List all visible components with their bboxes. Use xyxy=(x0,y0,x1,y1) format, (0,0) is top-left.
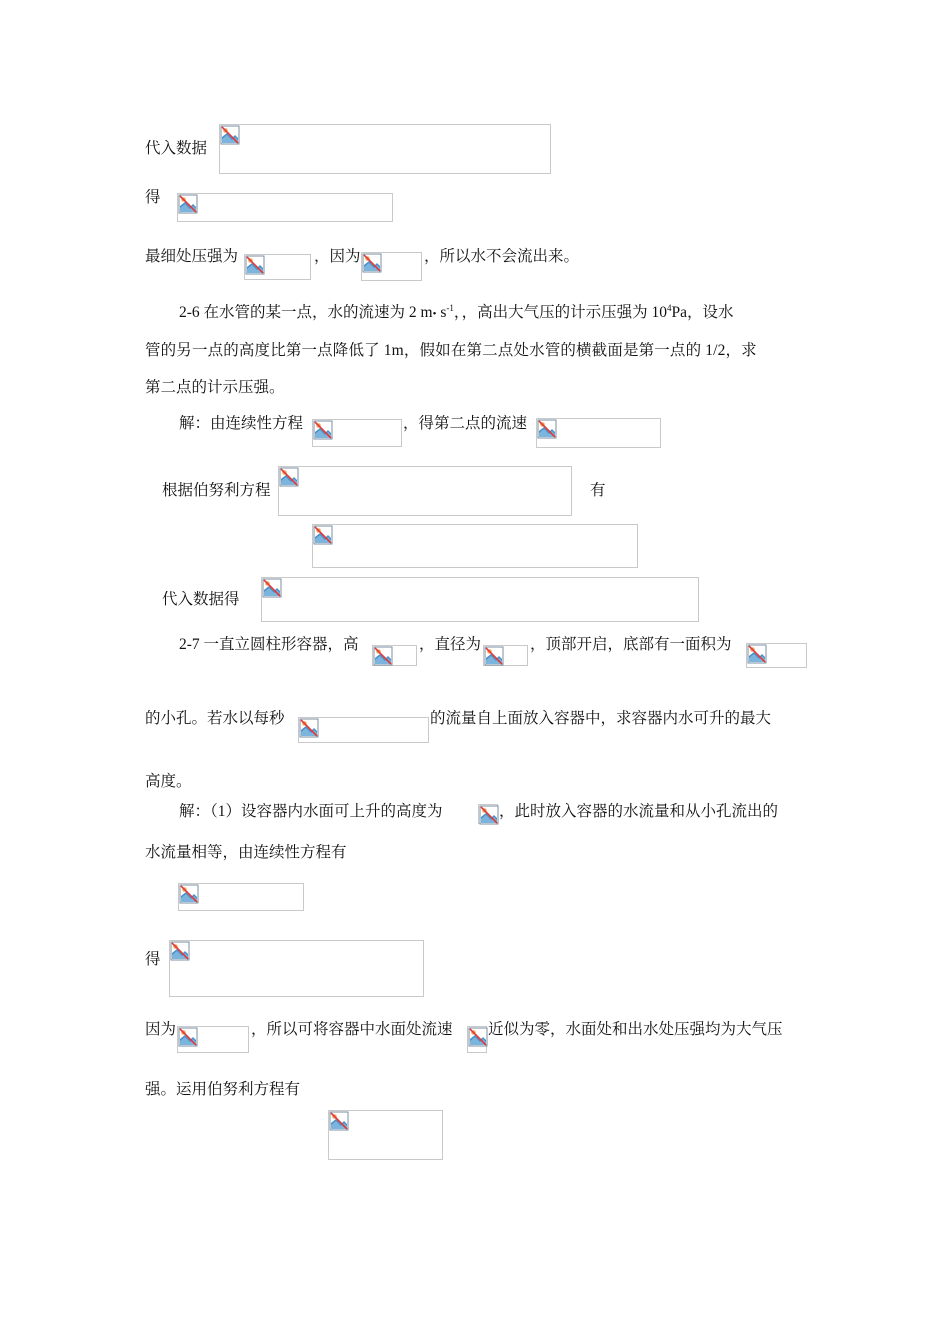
formula-image xyxy=(177,1026,249,1053)
formula-image xyxy=(372,645,417,666)
formula-image xyxy=(244,254,311,280)
text-because-2b: ，所以可将容器中水面处流速 xyxy=(251,1021,453,1038)
formula-image xyxy=(278,466,572,516)
problem-2-6-line-2: 管的另一点的高度比第一点降低了 1m，假如在第二点处水管的横截面是第一点的 1/2，求 xyxy=(145,342,757,359)
text-apply-bernoulli: 强。运用伯努利方程有 xyxy=(145,1081,301,1098)
problem-2-7-line-2a: 的小孔。若水以每秒 xyxy=(145,710,285,727)
formula-image xyxy=(312,524,638,568)
text-de: 得 xyxy=(145,189,161,206)
problem-2-6-line-3: 第二点的计示压强。 xyxy=(145,379,285,396)
text-second-point-velocity: ，得第二点的流速 xyxy=(403,415,528,432)
formula-image xyxy=(178,883,304,911)
text-min-pressure: 最细处压强为 xyxy=(145,248,239,265)
broken-image-icon xyxy=(299,718,319,738)
formula-image xyxy=(361,252,422,281)
text-you: 有 xyxy=(590,482,606,499)
problem-2-6-line-1: 2-6 在水管的某一点，水的流速为 2 m• $s^{-1}$，，高出大气压的计示压强为 $10^4Pa$，设水 xyxy=(179,303,734,321)
formula-image xyxy=(746,643,807,668)
text-conclusion: ，所以水不会流出来。 xyxy=(424,248,580,265)
text-de-2: 得 xyxy=(145,951,161,968)
broken-image-icon xyxy=(245,255,265,275)
formula-image xyxy=(536,418,661,448)
formula-image xyxy=(177,193,393,222)
broken-image-icon xyxy=(313,420,333,440)
formula-image xyxy=(478,804,498,824)
broken-image-icon xyxy=(220,125,240,145)
text-because-2c: 近似为零，水面处和出水处压强均为大气压 xyxy=(488,1021,783,1038)
text-bernoulli: 根据伯努利方程 xyxy=(162,482,271,499)
formula-image xyxy=(169,940,424,997)
problem-2-7-line-1a: 2-7 一直立圆柱形容器，高 xyxy=(179,636,359,653)
broken-image-icon xyxy=(373,646,393,666)
text-substitute-data-de: 代入数据得 xyxy=(162,591,240,608)
broken-image-icon xyxy=(262,578,282,598)
broken-image-icon xyxy=(362,253,382,273)
broken-image-icon xyxy=(179,884,199,904)
broken-image-icon xyxy=(313,525,333,545)
broken-image-icon xyxy=(170,941,190,961)
text-substitute-data: 代入数据 xyxy=(145,140,208,157)
formula-image xyxy=(312,419,402,447)
broken-image-icon xyxy=(468,1027,488,1047)
solution-2-7-line-1b: ，此时放入容器的水流量和从小孔流出的 xyxy=(499,803,779,820)
problem-2-7-line-1c: ，顶部开启，底部有一面积为 xyxy=(530,636,732,653)
problem-2-7-line-3: 高度。 xyxy=(145,773,192,790)
formula-image xyxy=(328,1110,443,1160)
broken-image-icon xyxy=(747,644,767,664)
formula-image xyxy=(467,1026,487,1053)
broken-image-icon xyxy=(537,419,557,439)
formula-image xyxy=(483,645,528,666)
broken-image-icon xyxy=(479,805,499,825)
solution-2-6-continuity: 解：由连续性方程 xyxy=(179,415,304,432)
formula-image xyxy=(261,577,699,622)
problem-2-7-line-1b: ，直径为 xyxy=(419,636,482,653)
solution-2-7-line-1a: 解：（1）设容器内水面可上升的高度为 xyxy=(179,803,443,820)
problem-2-7-line-2b: 的流量自上面放入容器中，求容器内水可升的最大 xyxy=(430,710,772,727)
text-because-2a: 因为 xyxy=(145,1021,177,1038)
broken-image-icon xyxy=(178,194,198,214)
broken-image-icon xyxy=(279,467,299,487)
formula-image xyxy=(219,124,551,174)
text-because: ，因为 xyxy=(314,248,361,265)
broken-image-icon xyxy=(484,646,504,666)
formula-image xyxy=(298,717,429,743)
broken-image-icon xyxy=(178,1027,198,1047)
solution-2-7-line-2: 水流量相等，由连续性方程有 xyxy=(145,844,347,861)
broken-image-icon xyxy=(329,1111,349,1131)
